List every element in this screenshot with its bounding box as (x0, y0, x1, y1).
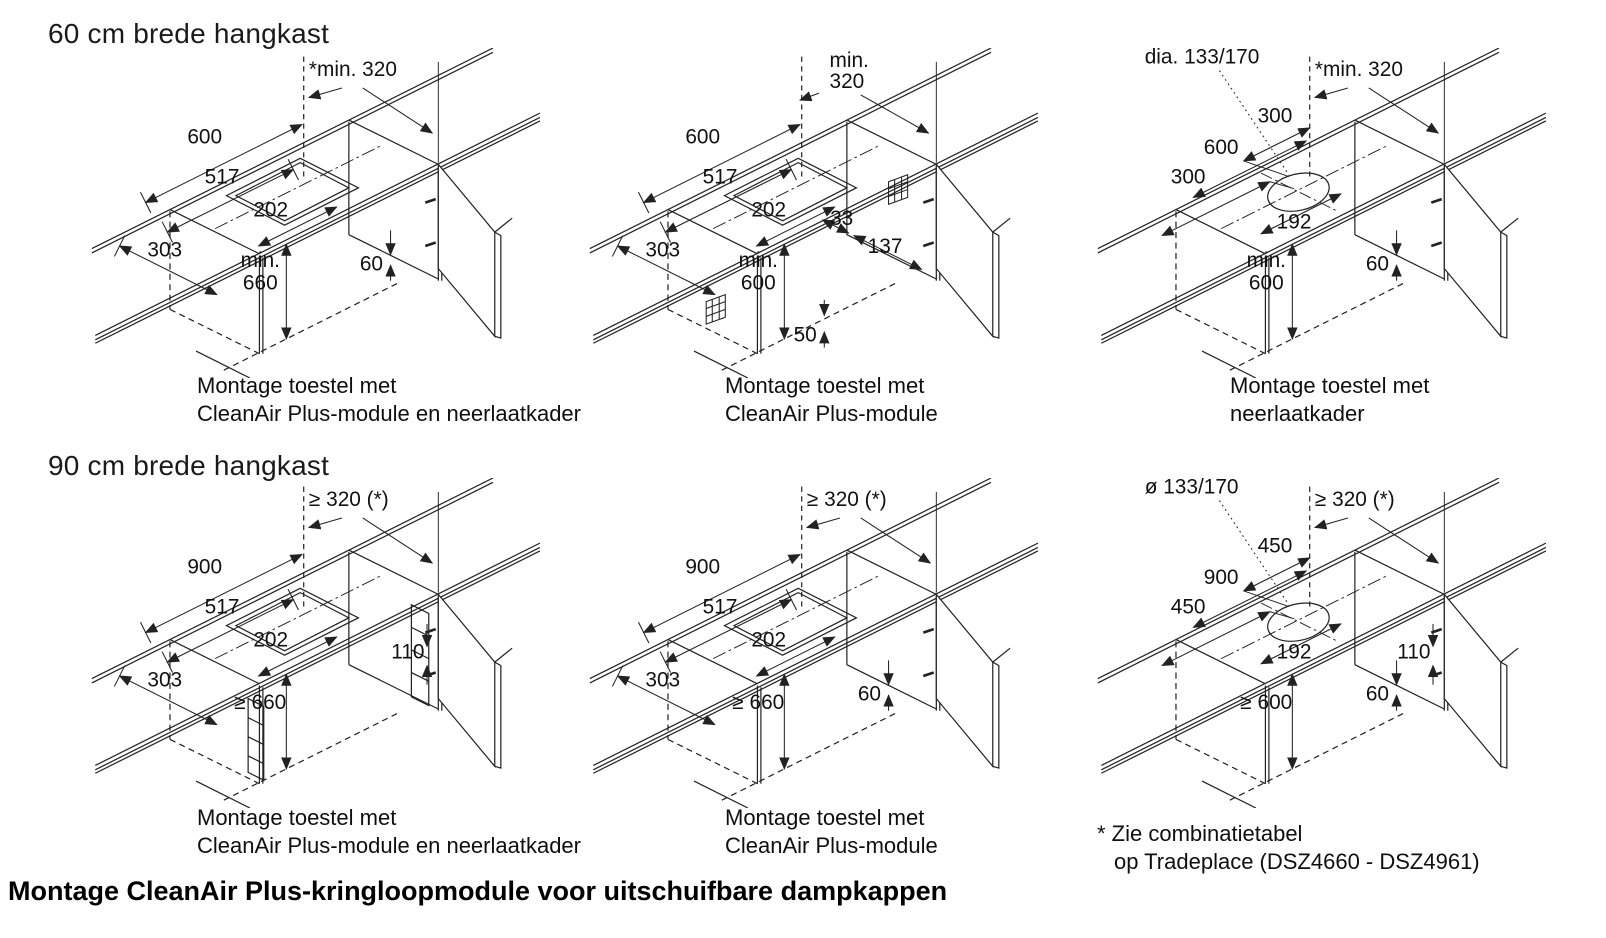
footnote-line: * Zie combinatietabel (1097, 821, 1303, 846)
dim-label-outer-width: 900 (685, 555, 721, 579)
dim-label-bottom-gap: 60 (1365, 252, 1390, 276)
dim-label-height-min: min. (738, 248, 778, 272)
caption-line: CleanAir Plus-module (725, 401, 938, 426)
dim-label-inner-width: 517 (204, 165, 240, 189)
dim-label-module-offset: 33 (830, 207, 854, 231)
diagram-60-neerlaatkader (1056, 48, 1586, 378)
dim-label-height-value: 660 (242, 271, 278, 295)
dim-label-inner-width: 517 (702, 165, 738, 189)
section-heading-90cm: 90 cm brede hangkast (48, 450, 330, 481)
cabinet-line-art (1098, 48, 1546, 378)
dim-label-inner-width: 517 (702, 595, 738, 619)
dim-label-hole-position: 192 (1276, 210, 1312, 234)
cabinet-line-art (92, 48, 540, 378)
dim-label-height-min: min. (1246, 248, 1286, 272)
dim-label-hole-diameter: dia. 133/170 (1144, 48, 1260, 69)
dimension-lines (1162, 501, 1438, 769)
dim-label-outer-width: 600 (1203, 135, 1239, 159)
cabinet-line-art (92, 478, 540, 808)
dim-label-center-right: 450 (1257, 534, 1293, 558)
diagram-90-neerlaatkader (1056, 478, 1586, 808)
dim-label-bottom-gap: 60 (1365, 682, 1390, 706)
dim-label-hole-diameter: ø 133/170 (1144, 478, 1239, 499)
page-title: Montage CleanAir Plus-kringloopmodule voor uitschuifbare dampkappen (8, 876, 948, 906)
dim-label-cutout-width: 202 (253, 628, 289, 652)
dim-label-height-min: ≥ 660 (234, 691, 287, 714)
section-heading-60cm: 60 cm brede hangkast (48, 18, 330, 49)
caption-line: CleanAir Plus-module (725, 833, 938, 858)
caption-line: CleanAir Plus-module en neerlaatkader (197, 401, 581, 426)
dim-label-niche-value: 320 (829, 69, 865, 93)
dim-label-niche-min: min. (829, 49, 869, 73)
dim-label-bottom-gap: 50 (793, 323, 817, 347)
dim-label-depth: 303 (147, 238, 183, 262)
caption-line: Montage toestel met (725, 373, 925, 398)
caption-line: Montage toestel met (197, 805, 397, 830)
dim-label-hole-position: 192 (1276, 640, 1312, 664)
cabinet-line-art (1098, 478, 1546, 808)
caption-90-module-en-neerlaatkader (197, 804, 581, 860)
dim-label-niche-depth: ≥ 320 (*) (806, 487, 887, 511)
caption-60-module-en-neerlaatkader (197, 372, 581, 428)
dim-label-bottom-gap: 60 (359, 252, 384, 276)
dim-label-outer-width: 900 (187, 555, 223, 579)
dim-label-depth: 303 (645, 238, 681, 262)
dim-label-center-right: 300 (1257, 104, 1293, 128)
dim-label-height-value: 600 (740, 271, 776, 295)
dim-label-niche-depth: *min. 320 (1314, 57, 1403, 81)
diagram-60-module-en-neerlaatkader (50, 48, 580, 378)
dim-label-inner-width: 517 (204, 595, 240, 619)
caption-line: Montage toestel met (725, 805, 925, 830)
dimension-lines (1162, 71, 1438, 339)
dim-label-height-min: ≥ 660 (732, 691, 785, 714)
dim-label-height-min: min. (240, 248, 280, 272)
diagram-60-module (548, 48, 1078, 378)
caption-60-module (725, 372, 938, 428)
dim-label-niche-depth: ≥ 320 (*) (308, 487, 389, 511)
dim-label-cutout-width: 202 (751, 628, 787, 652)
dim-label-frame-height: 110 (1397, 640, 1431, 664)
dim-label-module-distance: 137 (867, 234, 903, 258)
footnote-line: op Tradeplace (DSZ4660 - DSZ4961) (1114, 849, 1480, 874)
dim-label-center-left: 300 (1170, 165, 1206, 189)
caption-line: CleanAir Plus-module en neerlaatkader (197, 833, 581, 858)
caption-line: Montage toestel met (197, 373, 397, 398)
caption-60-neerlaatkader (1230, 372, 1429, 428)
caption-line: neerlaatkader (1230, 401, 1365, 426)
dim-label-niche-depth: *min. 320 (308, 57, 397, 81)
dim-label-frame-height: 110 (391, 640, 425, 664)
diagram-90-module-en-neerlaatkader (50, 478, 580, 808)
dim-label-outer-width: 900 (1203, 565, 1239, 589)
dim-label-depth: 303 (147, 668, 183, 692)
dim-label-outer-width: 600 (685, 125, 721, 149)
dim-label-cutout-width: 202 (751, 198, 787, 222)
dim-label-niche-depth: ≥ 320 (*) (1314, 487, 1395, 511)
dim-label-height-min: ≥ 600 (1240, 691, 1293, 714)
caption-line: Montage toestel met (1230, 373, 1430, 398)
diagram-90-module (548, 478, 1078, 808)
cabinet-line-art (590, 478, 1038, 808)
footnote-combination-table (1097, 820, 1480, 876)
dim-label-depth: 303 (645, 668, 681, 692)
dim-label-bottom-gap: 60 (857, 682, 882, 706)
caption-90-module (725, 804, 938, 860)
dim-label-center-left: 450 (1170, 595, 1206, 619)
dim-label-height-value: 600 (1248, 271, 1284, 295)
dim-label-outer-width: 600 (187, 125, 223, 149)
dim-label-cutout-width: 202 (253, 198, 289, 222)
